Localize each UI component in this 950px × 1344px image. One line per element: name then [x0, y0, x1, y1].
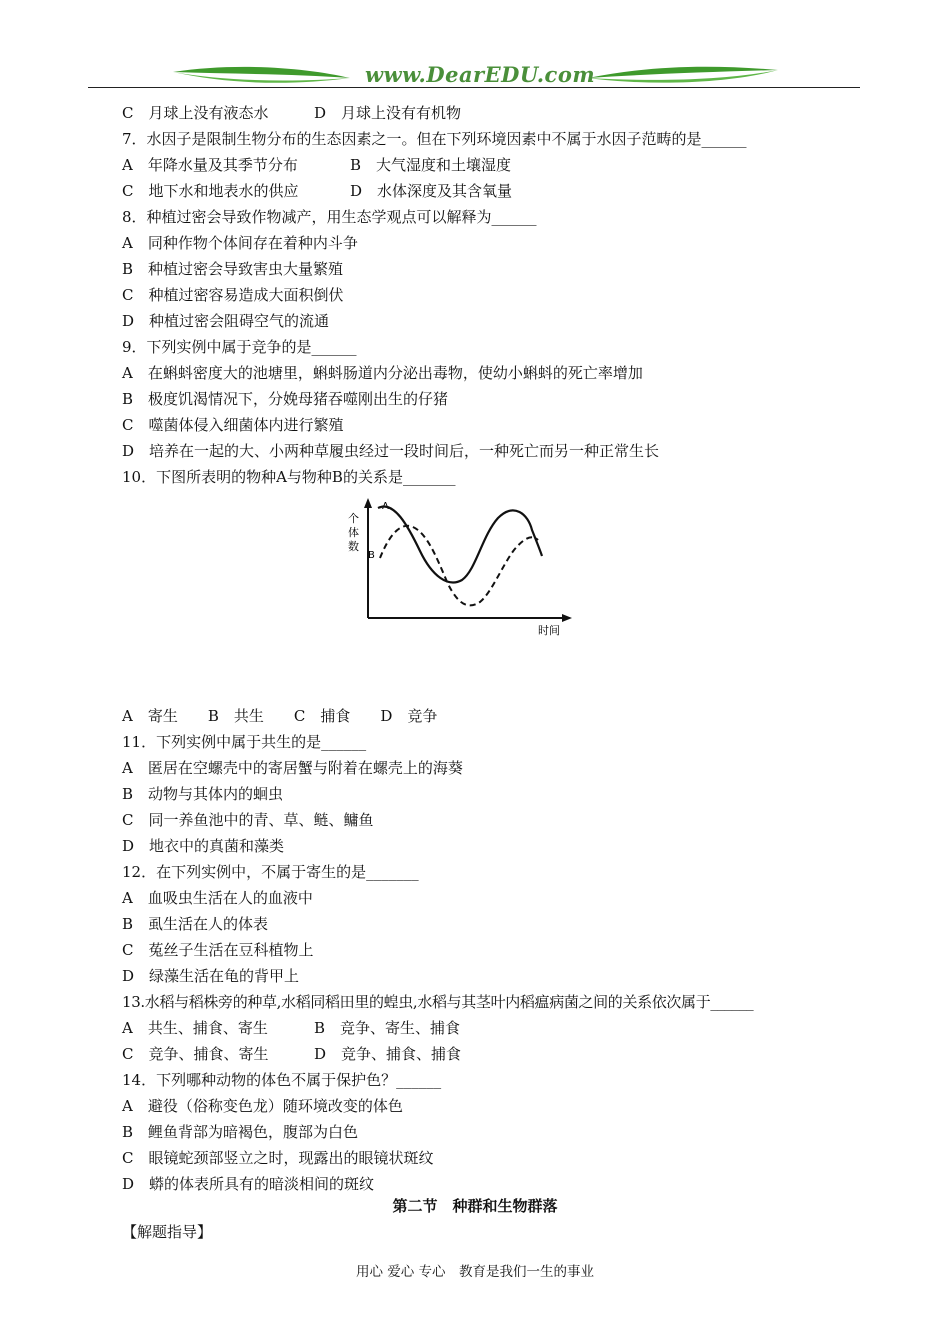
option-a: A 血吸虫生活在人的血液中 [122, 889, 313, 907]
option-b: B 竞争、寄生、捕食 [314, 1019, 461, 1037]
option-a: A 避役（俗称变色龙）随环境改变的体色 [122, 1097, 403, 1115]
option-b: B 种植过密会导致害虫大量繁殖 [122, 260, 344, 278]
question-7: 7．水因子是限制生物分布的生态因素之一。但在下列环境因素中不属于水因子范畴的是______ [122, 130, 747, 148]
question-content [122, 100, 882, 1197]
option-c: C 月球上没有液态水 [122, 104, 269, 122]
curve-a-label: A [382, 501, 389, 512]
option-c: C 种植过密容易造成大面积倒伏 [122, 286, 344, 304]
page-header [88, 60, 860, 90]
option-d: D 种植过密会阻碍空气的流通 [122, 312, 330, 330]
option-b: B 动物与其体内的蛔虫 [122, 785, 284, 803]
y-axis-label: 数 [348, 540, 359, 553]
question-10-options: A 寄生 B 共生 C 捕食 D 竞争 [122, 707, 438, 725]
option-d: D 培养在一起的大、小两种草履虫经过一段时间后，一种死亡而另一种正常生长 [122, 442, 660, 460]
option-c: C 眼镜蛇颈部竖立之时，现露出的眼镜状斑纹 [122, 1149, 434, 1167]
option-c: C 地下水和地表水的供应 [122, 182, 299, 200]
question-12: 12．在下列实例中，不属于寄生的是_______ [122, 863, 419, 881]
option-d: D 竞争、捕食、捕食 [314, 1045, 462, 1063]
logo-text: www.DearEDU.com [364, 62, 596, 87]
text-line [122, 178, 882, 204]
option-d: D 绿藻生活在龟的背甲上 [122, 967, 300, 985]
question-9: 9．下列实例中属于竞争的是______ [122, 338, 357, 356]
question-11: 11．下列实例中属于共生的是______ [122, 733, 367, 751]
option-a: A 共生、捕食、寄生 [122, 1019, 268, 1037]
option-d: D 蟒的体表所具有的暗淡相间的斑纹 [122, 1175, 375, 1193]
option-a: A 在蝌蚪密度大的池塘里，蝌蚪肠道内分泌出毒物，使幼小蝌蚪的死亡率增加 [122, 364, 643, 382]
species-b-curve [380, 526, 538, 606]
option-c: C 同一养鱼池中的青、草、鲢、鳙鱼 [122, 811, 374, 829]
page-footer: 用心 爱心 专心 教育是我们一生的事业 [355, 1264, 595, 1280]
y-axis-label: 个 [348, 512, 359, 525]
text-line [122, 1015, 882, 1041]
question-8: 8．种植过密会导致作物减产，用生态学观点可以解释为______ [122, 208, 537, 226]
guide-heading: 【解题指导】 [122, 1223, 213, 1241]
option-b: B 极度饥渴情况下，分娩母猪吞噬刚出生的仔猪 [122, 390, 449, 408]
x-axis-label: 时间 [538, 624, 560, 637]
question-13: 13.水稻与稻株旁的种草,水稻同稻田里的蝗虫,水稻与其茎叶内稻瘟病菌之间的关系依次属于______ [122, 993, 754, 1011]
option-c: C 竞争、捕食、寄生 [122, 1045, 269, 1063]
option-b: B 鲤鱼背部为暗褐色，腹部为白色 [122, 1123, 359, 1141]
population-figure [122, 490, 882, 703]
y-axis-label: 体 [348, 526, 359, 539]
text-line [122, 152, 882, 178]
curve-b-label: B [368, 550, 375, 561]
option-a: A 匿居在空螺壳中的寄居蟹与附着在螺壳上的海葵 [122, 759, 463, 777]
option-a: A 年降水量及其季节分布 [122, 156, 298, 174]
option-b: B 大气湿度和土壤湿度 [350, 156, 512, 174]
text-line [122, 100, 882, 126]
option-c: C 菟丝子生活在豆科植物上 [122, 941, 314, 959]
species-a-curve [378, 507, 542, 583]
question-14: 14．下列哪种动物的体色不属于保护色？______ [122, 1071, 442, 1089]
option-d: D 地衣中的真菌和藻类 [122, 837, 285, 855]
option-c: C 噬菌体侵入细菌体内进行繁殖 [122, 416, 344, 434]
text-line [122, 1041, 882, 1067]
option-b: B 虱生活在人的体表 [122, 915, 269, 933]
option-a: A 同种作物个体间存在着种内斗争 [122, 234, 358, 252]
option-d: D 水体深度及其含氧量 [350, 182, 513, 200]
section-title: 第二节 种群和生物群落 [392, 1197, 558, 1215]
header-rule [88, 87, 860, 88]
population-graph [332, 496, 582, 646]
question-10: 10．下图所表明的物种A与物种B的关系是_______ [122, 468, 456, 486]
option-d: D 月球上没有有机物 [314, 104, 462, 122]
